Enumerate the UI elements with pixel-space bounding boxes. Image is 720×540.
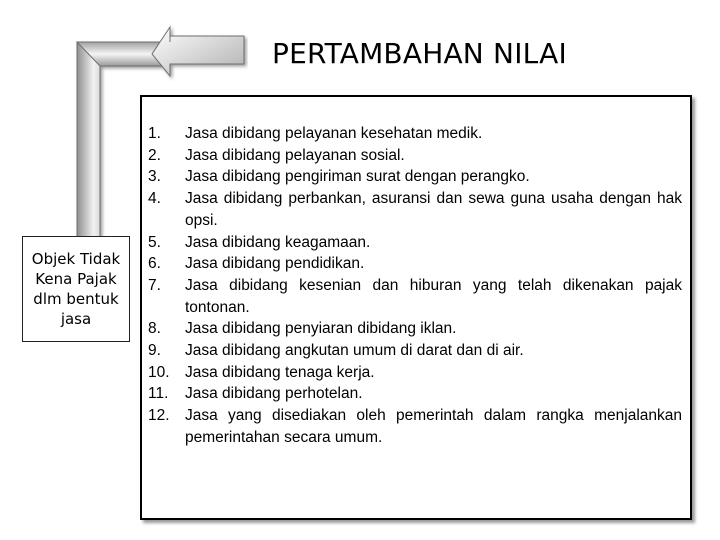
item-number: 9. [148,342,161,360]
item-text: Jasa dibidang perbankan, asuransi dan sewa guna usaha dengan hak opsi. [185,190,682,229]
list-item [148,123,682,145]
item-number: 2. [148,146,161,164]
item-number: 7. [148,276,161,294]
side-label-box [22,236,130,342]
item-text: Jasa dibidang pendidikan. [185,255,365,273]
item-text: Jasa dibidang keagamaan. [185,233,371,251]
item-number: 4. [148,190,161,208]
side-label: Objek Tidak Kena Pajak dlm bentuk jasa [31,250,121,328]
list-box [140,95,692,520]
item-text: Jasa dibidang kesenian dan hiburan yang telah dikenakan pajak tontonan. [185,276,682,316]
item-text: Jasa dibidang pelayanan sosial. [185,146,405,164]
page-title: PERTAMBAHAN NILAI [272,37,567,70]
item-number: 8. [148,320,161,338]
list-item [148,232,682,254]
item-number: 10. [148,363,170,381]
list-item [148,383,682,405]
item-number: 1. [148,125,161,142]
item-number: 6. [148,255,161,273]
list-item [148,253,682,275]
list-item [148,405,682,448]
item-text: Jasa yang disediakan oleh pemerintah dalam rangka menjalankan pemerintahan secara umum. [185,407,682,446]
list-item [148,362,682,384]
item-text: Jasa dibidang pelayanan kesehatan medik. [185,125,483,142]
item-text: Jasa dibidang penyiaran dibidang iklan. [185,320,457,338]
list-item [148,166,682,188]
list-item [148,145,682,167]
item-number: 5. [148,233,161,251]
list-item [148,318,682,340]
exempt-service-list [148,123,682,449]
list-item [148,340,682,362]
item-text: Jasa dibidang angkutan umum di darat dan di air. [185,342,524,360]
list-item [148,275,682,318]
item-number: 11. [148,385,169,403]
item-text: Jasa dibidang tenaga kerja. [185,363,375,381]
item-text: Jasa dibidang perhotelan. [185,385,363,403]
item-number: 3. [148,168,161,186]
item-text: Jasa dibidang pengiriman surat dengan perangko. [185,168,530,186]
list-item [148,188,682,231]
item-number: 12. [148,407,170,425]
